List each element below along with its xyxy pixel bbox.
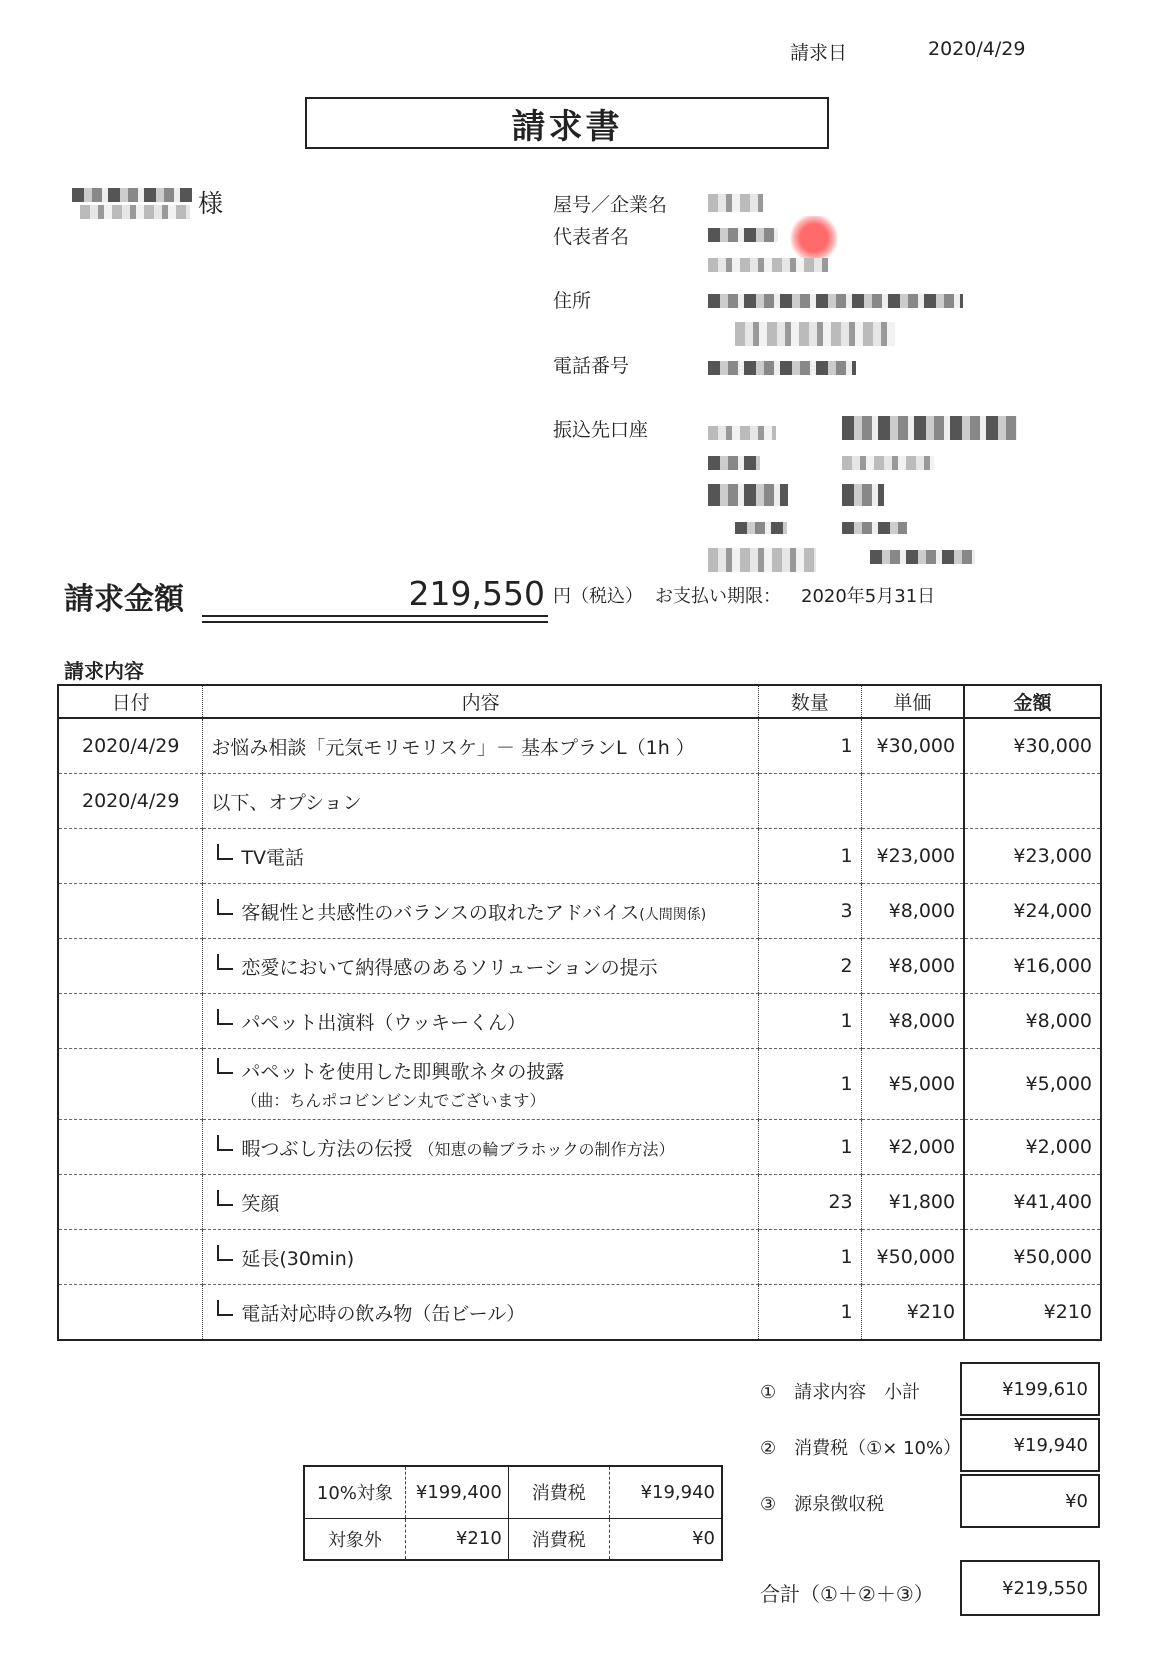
bank-redacted-7 xyxy=(735,522,787,534)
row-amount: ¥50,000 xyxy=(964,1230,1101,1285)
row-qty: 1 xyxy=(758,1120,861,1175)
sub-item-icon xyxy=(217,1058,233,1074)
bank-redacted-1 xyxy=(708,426,776,440)
row-unit: ¥1,800 xyxy=(861,1175,964,1230)
row-date xyxy=(58,1285,203,1341)
table-row xyxy=(58,829,1101,884)
tax-row xyxy=(304,1518,722,1560)
bank-redacted-6 xyxy=(842,484,884,506)
row-amount: ¥2,000 xyxy=(964,1120,1101,1175)
row-qty: 1 xyxy=(758,1285,861,1341)
row-amount: ¥8,000 xyxy=(964,994,1101,1049)
sub-item-icon xyxy=(217,1190,233,1206)
phone-redacted xyxy=(708,361,856,375)
table-row xyxy=(58,1285,1101,1341)
row-amount: ¥5,000 xyxy=(964,1049,1101,1120)
payment-deadline-value: 2020年5月31日 xyxy=(801,586,936,607)
representative-redacted xyxy=(708,228,778,242)
row-desc-text: 電話対応時の飲み物（缶ビール） xyxy=(241,1302,526,1325)
table-row xyxy=(58,774,1101,829)
row-qty: 1 xyxy=(758,994,861,1049)
row-date xyxy=(58,1049,203,1120)
total-value: ¥219,550 xyxy=(960,1560,1100,1616)
withholding-tax-value: ¥0 xyxy=(960,1474,1100,1528)
recipient-name-redacted-2 xyxy=(80,205,190,219)
table-header xyxy=(58,685,1101,718)
invoice-date-value: 2020/4/29 xyxy=(928,38,1026,60)
row-unit xyxy=(861,774,964,829)
billing-amount-value: 219,550 xyxy=(408,574,545,613)
representative-label: 代表者名 xyxy=(553,226,630,248)
company-label: 屋号／企業名 xyxy=(553,194,668,216)
bank-redacted-8 xyxy=(842,522,907,534)
col-amount: 金額 xyxy=(964,685,1101,718)
amount-currency-note: 円（税込） xyxy=(553,586,643,607)
row-desc-text: 暇つぶし方法の伝授 xyxy=(241,1137,413,1160)
address-redacted-1 xyxy=(708,294,963,308)
row-unit: ¥50,000 xyxy=(861,1230,964,1285)
sub-item-icon xyxy=(217,954,233,970)
row-desc-sub: （知恵の輪ブラホックの制作方法） xyxy=(418,1139,675,1159)
section-label: 請求内容 xyxy=(64,659,144,683)
recipient-honorific: 様 xyxy=(198,189,224,218)
row-desc: お悩み相談「元気モリモリスケ」－ 基本プランL（1h ） xyxy=(203,718,758,774)
recipient-name-redacted xyxy=(72,188,192,202)
representative-redacted-2 xyxy=(708,258,828,272)
row-desc xyxy=(203,884,758,939)
company-redacted xyxy=(708,194,763,212)
nontaxable-tax-label: 消費税 xyxy=(508,1518,609,1560)
table-row xyxy=(58,1175,1101,1230)
address-redacted-2 xyxy=(735,322,895,346)
row-desc-text: パペット出演料（ウッキーくん） xyxy=(241,1011,527,1034)
row-amount xyxy=(964,774,1101,829)
sub-item-icon xyxy=(217,1245,233,1261)
nontaxable-tax: ¥0 xyxy=(609,1518,722,1560)
phone-label: 電話番号 xyxy=(553,355,630,377)
row-desc-text: パペットを使用した即興歌ネタの披露 xyxy=(241,1061,565,1083)
row-qty: 1 xyxy=(758,1230,861,1285)
row-qty: 1 xyxy=(758,1049,861,1120)
row-desc-text: TV電話 xyxy=(241,846,304,869)
row-unit: ¥8,000 xyxy=(861,884,964,939)
payment-deadline-label: お支払い期限： xyxy=(655,586,781,607)
col-qty: 数量 xyxy=(758,685,861,718)
row-date xyxy=(58,1175,203,1230)
amount-underline xyxy=(202,615,548,623)
bank-redacted-3 xyxy=(708,456,760,470)
table-row xyxy=(58,994,1101,1049)
row-unit: ¥2,000 xyxy=(861,1120,964,1175)
seal-stamp xyxy=(788,216,840,260)
table-row xyxy=(58,884,1101,939)
col-unit: 単価 xyxy=(861,685,964,718)
row-qty: 1 xyxy=(758,718,861,774)
row-desc-text: 恋愛において納得感のあるソリューションの提示 xyxy=(241,956,658,979)
row-unit: ¥5,000 xyxy=(861,1049,964,1120)
table-row xyxy=(58,1230,1101,1285)
row-desc xyxy=(203,1175,758,1230)
row-date xyxy=(58,884,203,939)
tax-breakdown-table xyxy=(303,1465,723,1561)
sub-item-icon xyxy=(217,1300,233,1316)
taxable-tax-label: 消費税 xyxy=(508,1466,609,1518)
row-desc xyxy=(203,1285,758,1341)
row-desc xyxy=(203,1230,758,1285)
row-desc-text: 笑顔 xyxy=(241,1192,280,1215)
row-qty: 23 xyxy=(758,1175,861,1230)
col-date: 日付 xyxy=(58,685,203,718)
row-date xyxy=(58,994,203,1049)
bank-redacted-9 xyxy=(708,548,816,572)
row-date xyxy=(58,1120,203,1175)
table-row xyxy=(58,1049,1101,1120)
taxable-tax: ¥19,940 xyxy=(609,1466,722,1518)
row-unit: ¥8,000 xyxy=(861,994,964,1049)
table-row xyxy=(58,718,1101,774)
bank-redacted-10 xyxy=(870,550,975,564)
nontaxable-amount: ¥210 xyxy=(405,1518,508,1560)
row-desc-text: 客観性と共感性のバランスの取れたアドバイス xyxy=(241,901,640,924)
row-desc xyxy=(203,829,758,884)
consumption-tax-value: ¥19,940 xyxy=(960,1418,1100,1472)
taxable-amount: ¥199,400 xyxy=(405,1466,508,1518)
sub-item-icon xyxy=(217,1135,233,1151)
row-desc-note: （曲：ちんポコビンビン丸でございます） xyxy=(241,1091,546,1110)
address-label: 住所 xyxy=(553,290,592,312)
total-label: 合計（①＋②＋③） xyxy=(760,1582,934,1606)
taxable-label: 10%対象 xyxy=(304,1466,405,1518)
row-date xyxy=(58,1230,203,1285)
subtotal-value: ¥199,610 xyxy=(960,1362,1100,1416)
row-qty: 3 xyxy=(758,884,861,939)
row-qty xyxy=(758,774,861,829)
row-amount: ¥16,000 xyxy=(964,939,1101,994)
billing-amount-label: 請求金額 xyxy=(64,582,184,617)
row-desc xyxy=(203,1049,758,1120)
row-date: 2020/4/29 xyxy=(58,774,203,829)
row-desc xyxy=(203,994,758,1049)
tax-row xyxy=(304,1466,722,1518)
row-amount: ¥30,000 xyxy=(964,718,1101,774)
row-unit: ¥23,000 xyxy=(861,829,964,884)
consumption-tax-label: ② 消費税（①× 10%） xyxy=(760,1438,962,1459)
row-amount: ¥41,400 xyxy=(964,1175,1101,1230)
row-desc xyxy=(203,939,758,994)
sub-item-icon xyxy=(217,844,233,860)
bank-label: 振込先口座 xyxy=(553,419,649,441)
bank-redacted-4 xyxy=(842,456,934,470)
sub-item-icon xyxy=(217,899,233,915)
row-amount: ¥23,000 xyxy=(964,829,1101,884)
row-unit: ¥8,000 xyxy=(861,939,964,994)
invoice-date-label: 請求日 xyxy=(790,42,848,64)
row-date xyxy=(58,829,203,884)
sub-item-icon xyxy=(217,1009,233,1025)
invoice-table xyxy=(57,684,1102,1341)
row-amount: ¥24,000 xyxy=(964,884,1101,939)
row-unit: ¥30,000 xyxy=(861,718,964,774)
row-amount: ¥210 xyxy=(964,1285,1101,1341)
row-qty: 1 xyxy=(758,829,861,884)
withholding-tax-label: ③ 源泉徴収税 xyxy=(760,1494,885,1515)
table-row xyxy=(58,939,1101,994)
nontaxable-label: 対象外 xyxy=(304,1518,405,1560)
row-unit: ¥210 xyxy=(861,1285,964,1341)
col-desc: 内容 xyxy=(203,685,758,718)
bank-redacted-2 xyxy=(842,416,1017,440)
bank-redacted-5 xyxy=(708,484,788,506)
document-title: 請求書 xyxy=(305,97,829,149)
row-date xyxy=(58,939,203,994)
row-qty: 2 xyxy=(758,939,861,994)
row-desc xyxy=(203,1120,758,1175)
row-desc-text: 延長(30min) xyxy=(241,1247,355,1270)
row-desc-sub: (人間関係) xyxy=(639,906,707,923)
table-row xyxy=(58,1120,1101,1175)
row-desc: 以下、オプション xyxy=(203,774,758,829)
subtotal-label: ① 請求内容 小計 xyxy=(760,1382,921,1403)
row-date: 2020/4/29 xyxy=(81,735,180,757)
